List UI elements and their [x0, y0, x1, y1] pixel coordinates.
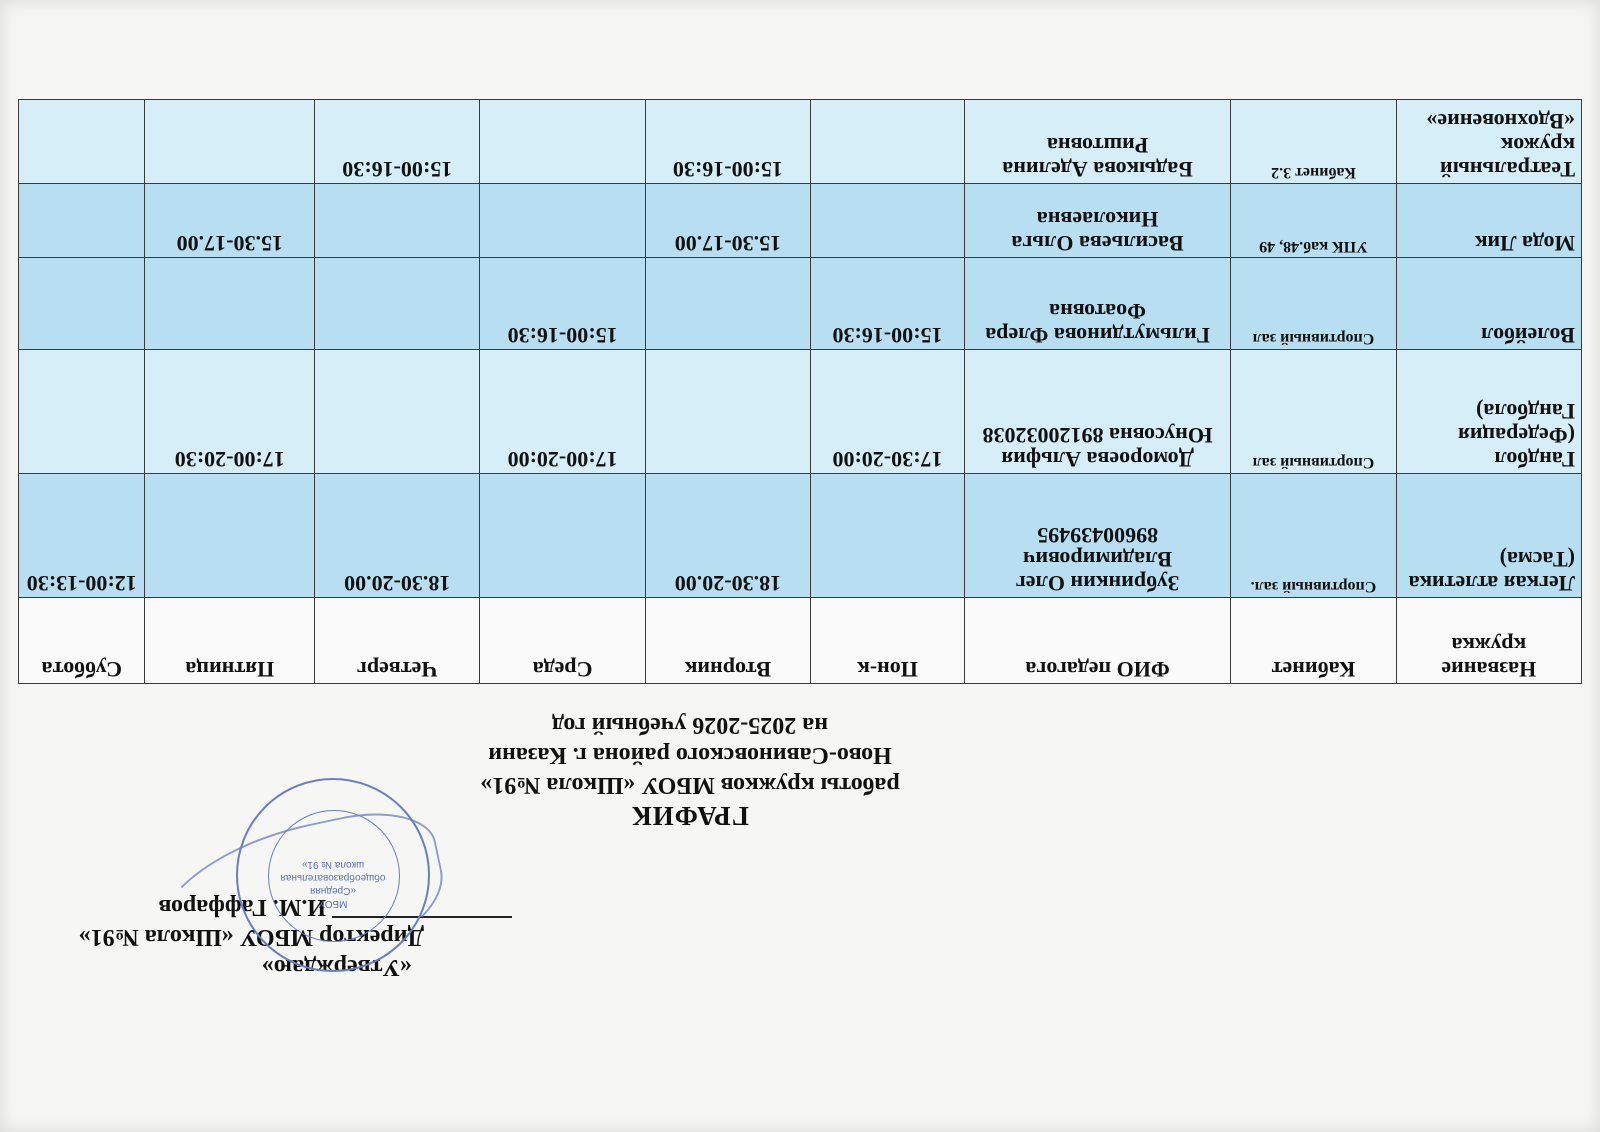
cell-name: Волейбол [1396, 258, 1581, 350]
document-title [340, 710, 1040, 832]
header-wed: Среда [480, 598, 645, 684]
cell-name: Гандбол (Федерация Гандбола) [1396, 350, 1581, 474]
cell-teacher: Васильева Ольга Николаевна [964, 184, 1230, 258]
title-line-2: работы кружков МБОУ «Школа №91» [480, 772, 900, 798]
table-row [19, 184, 1582, 258]
table-row [19, 474, 1582, 598]
cell-mon [811, 184, 965, 258]
cell-sat [19, 184, 145, 258]
cell-room: Спортивный зал [1231, 258, 1396, 350]
cell-tue [645, 258, 810, 350]
cell-room: УПК каб.48, 49 [1231, 184, 1396, 258]
director-name: И.М. Гаффаров [158, 894, 326, 920]
cell-sat [19, 258, 145, 350]
table-header-row [19, 598, 1582, 684]
cell-thu: 15:00-16:30 [315, 100, 480, 184]
cell-room: Спортивный зал [1231, 350, 1396, 474]
cell-sat [19, 350, 145, 474]
cell-teacher: Зубринкин Олег Владимирович 89600439495 [964, 474, 1230, 598]
table-row [19, 350, 1582, 474]
cell-tue [645, 350, 810, 474]
cell-fri [145, 474, 315, 598]
cell-tue: 18.30-20.00 [645, 474, 810, 598]
header-room: Кабинет [1231, 598, 1396, 684]
cell-fri: 15.30-17.00 [145, 184, 315, 258]
header-teacher: ФИО педагога [964, 598, 1230, 684]
seal-text: МБОУ «Средняя общеобразовательная школа № 91» [280, 859, 386, 909]
cell-teacher: Бадыкова Аделина Риштовна [964, 100, 1230, 184]
cell-name: Мода Лик [1396, 184, 1581, 258]
cell-fri: 17:00-20:30 [145, 350, 315, 474]
table-row [19, 258, 1582, 350]
cell-fri [145, 258, 315, 350]
header-tue: Вторник [645, 598, 810, 684]
title-heading: ГРАФИК [631, 801, 749, 831]
cell-room: Спортивный зал. [1231, 474, 1396, 598]
cell-teacher: Гильмутдинова Флера Фоатовна [964, 258, 1230, 350]
cell-teacher: Домороева Альфия Юнусовна 89120032038 [964, 350, 1230, 474]
header-sat: Суббота [19, 598, 145, 684]
cell-fri [145, 100, 315, 184]
cell-thu [315, 350, 480, 474]
cell-name: Театральный кружок «Вдохновение» [1396, 100, 1581, 184]
cell-mon: 15:00-16:30 [811, 258, 965, 350]
cell-wed [480, 474, 645, 598]
cell-wed [480, 184, 645, 258]
cell-wed: 15:00-16:30 [480, 258, 645, 350]
cell-thu: 18.30-20.00 [315, 474, 480, 598]
cell-sat [19, 100, 145, 184]
title-line-3: Ново-Савиновского района г. Казани [488, 742, 892, 768]
cell-wed [480, 100, 645, 184]
cell-mon [811, 474, 965, 598]
cell-tue: 15:00-16:30 [645, 100, 810, 184]
header-fri: Пятница [145, 598, 315, 684]
cell-sat: 12:00-13:30 [19, 474, 145, 598]
header-mon: Пон-к [811, 598, 965, 684]
cell-name: Легкая атлетика (Тасма) [1396, 474, 1581, 598]
title-line-4: на 2025-2026 учебный год [551, 712, 829, 738]
cell-room: Кабинет 3.2 [1231, 100, 1396, 184]
cell-wed: 17:00-20:00 [480, 350, 645, 474]
cell-mon [811, 100, 965, 184]
approval-position: Директор МБОУ «Школа №91» [78, 924, 424, 950]
table-row [19, 100, 1582, 184]
header-name: Название кружка [1396, 598, 1581, 684]
approval-heading: «Утверждаю» [261, 954, 412, 980]
cell-mon: 17:30-20:00 [811, 350, 965, 474]
schedule-table [18, 99, 1582, 684]
cell-thu [315, 184, 480, 258]
header-thu: Четверг [315, 598, 480, 684]
cell-thu [315, 258, 480, 350]
cell-tue: 15.30-17.00 [645, 184, 810, 258]
